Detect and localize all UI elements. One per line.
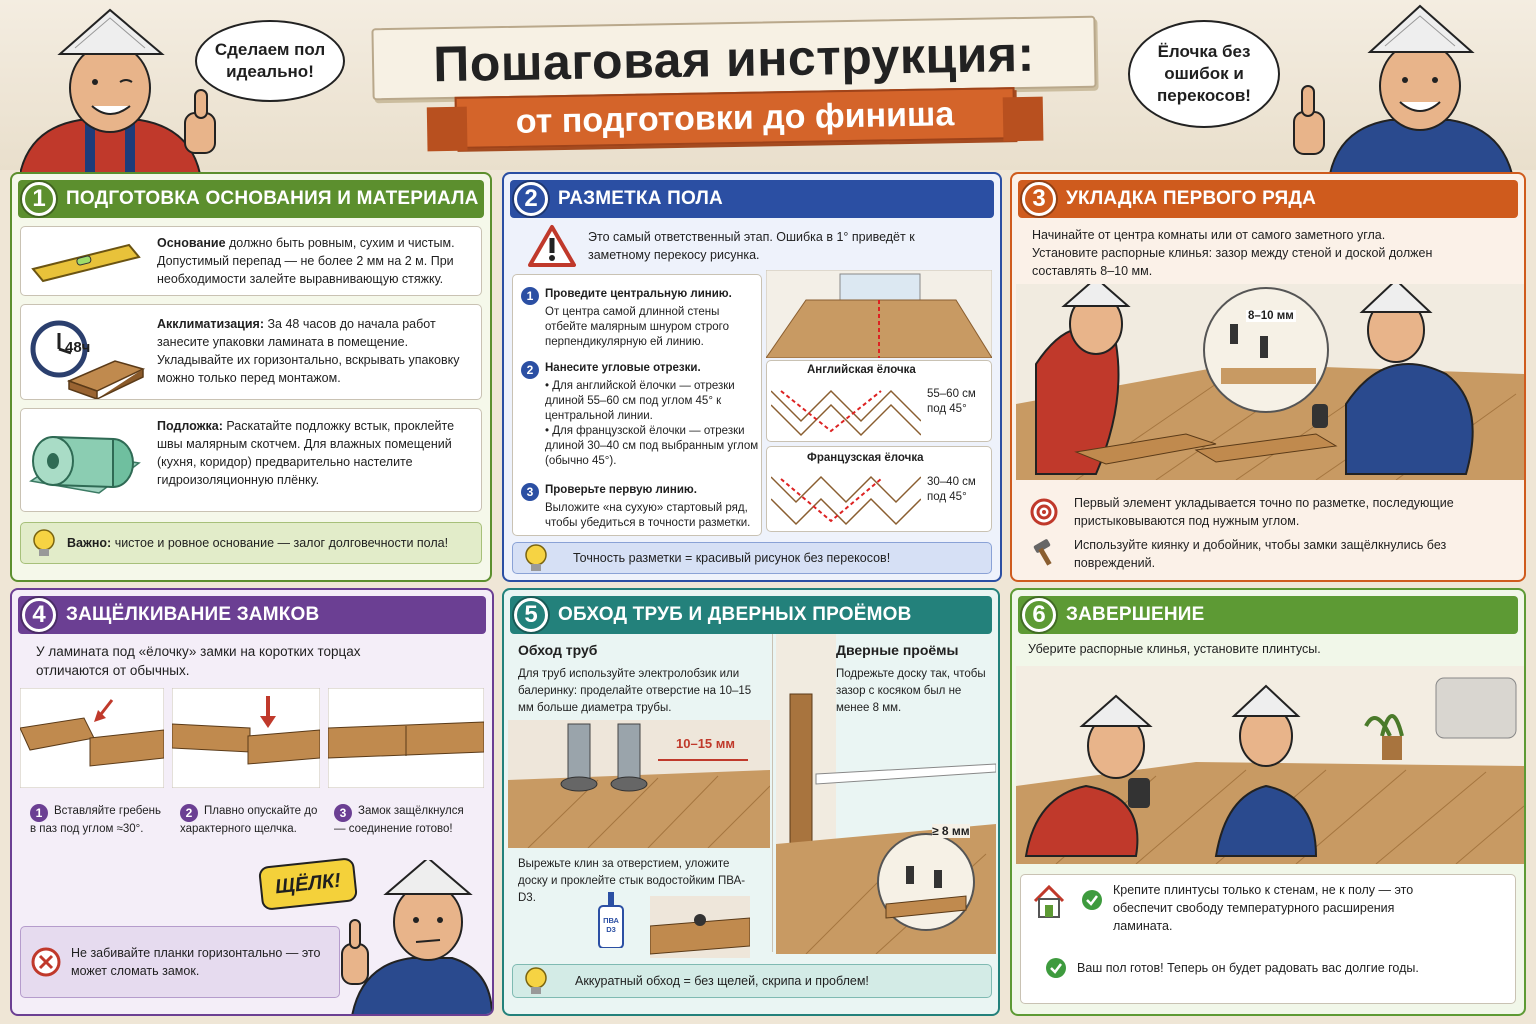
panel-preparation — [10, 172, 492, 582]
underlay-roll-icon — [29, 423, 145, 501]
locks-warning — [20, 926, 340, 998]
marking-steps-card — [512, 274, 762, 536]
marking-step-1-text: От центра самой длинной стены отбейте малярным шнуром строго перпендикулярную ей линию. — [545, 306, 730, 348]
worker-pointing-illustration — [332, 860, 492, 1016]
hammer-icon — [1030, 536, 1060, 566]
pipe-dim-label: 10–15 мм — [676, 736, 735, 751]
laminate-packs-icon — [65, 355, 145, 399]
subtitle-ribbon — [455, 87, 1016, 149]
marking-step-3 — [521, 483, 759, 531]
panel-finish-header — [1018, 596, 1518, 634]
marking-warning: Это самый ответственный этап. Ошибка в 1° приведёт к заметному перекосу рисунка. — [588, 230, 915, 262]
underlay-text — [157, 417, 477, 489]
first-row-note-2: Используйте киянку и добойник, чтобы замки защёлкнулись без повреждений. — [1074, 538, 1447, 570]
worker-illustration-left — [20, 8, 230, 174]
pipes-text: Для труб используйте электролобзик или балеринку: проделайте отверстие на 10–15 мм больше диаметра трубы. — [518, 668, 752, 714]
underlay-card — [20, 408, 482, 512]
base-text-body: должно быть ровным, сухим и чистым. Допустимый перепад — не более 2 мм на 2 м. При необходимости залейте выравнивающую стяжку. — [157, 236, 455, 286]
first-row-intro: Начинайте от центра комнаты или от самого заметного угла. Установите распорные клинья: зазор между стеной и доской должен составлять 8–10 мм. — [1032, 228, 1433, 278]
panel-first-row-title: УКЛАДКА ПЕРВОГО РЯДА — [1066, 188, 1317, 209]
tip-pipes — [512, 964, 992, 998]
base-card — [20, 226, 482, 296]
speech-bubble-left — [195, 20, 345, 102]
lightbulb-icon — [523, 543, 549, 573]
marking-step-2-bullet-1: • Для английской ёлочки — отрезки длиной 55–60 см под углом 45° к центральной линии. — [545, 380, 735, 422]
tip-important-body: чистое и ровное основание — залог долговечности пола! — [114, 536, 449, 550]
marking-step-1-title: Проведите центральную линию. — [545, 288, 732, 300]
panel-locks-header — [18, 596, 486, 634]
english-herringbone-dim: 55–60 см под 45° — [927, 388, 976, 415]
level-tool-icon — [29, 239, 144, 287]
step-1-badge: 1 — [521, 287, 539, 305]
english-herringbone-label: Английская ёлочка — [807, 364, 916, 376]
door-illustration — [776, 634, 996, 954]
step-3-badge: 3 — [521, 483, 539, 501]
panel-marking — [502, 172, 1002, 582]
doors-text: Подрежьте доску так, чтобы зазор с косяком был не менее 8 мм. — [836, 668, 986, 714]
wedge-cut-illustration — [650, 896, 750, 958]
speech-bubble-left-text: Сделаем пол идеально! — [214, 40, 326, 81]
tip-important-bold: Важно: — [67, 536, 112, 550]
tip-important-text — [67, 536, 448, 550]
step-number-badge: 6 — [1022, 598, 1056, 632]
acclimatization-body: За 48 часов до начала работ занесите упаковки ламината в помещение. Укладывайте их горизонтально, вскрывать упаковку можно только перед монтажом. — [157, 317, 460, 385]
gap-label: 8–10 мм — [1248, 310, 1294, 322]
lightbulb-icon — [523, 966, 549, 996]
tip-marking-text: Точность разметки = красивый рисунок без перекосов! — [573, 551, 891, 565]
target-icon — [1030, 498, 1058, 526]
panel-finish — [1010, 588, 1526, 1016]
base-text — [157, 234, 477, 288]
acclimatization-text — [157, 315, 473, 387]
underlay-bold: Подложка: — [157, 419, 223, 433]
marking-step-2 — [521, 361, 759, 469]
underlay-body: Раскатайте подложку встык, проклейте швы малярным скотчем. Для влажных помещений (кухня, коридор) предварительно настелите гидроизоляционную плёнку. — [157, 419, 455, 487]
pipes-text-2: Вырежьте клин за отверстием, уложите доску и проклейте стык водостойким ПВА-D3. — [518, 858, 746, 904]
house-icon — [1031, 883, 1067, 919]
panel-preparation-title: ПОДГОТОВКА ОСНОВАНИЯ И МАТЕРИАЛА — [66, 188, 479, 209]
step-number-badge: 5 — [514, 598, 548, 632]
marking-step-2-title: Нанесите угловые отрезки. — [545, 362, 701, 374]
pipes-doors-divider — [772, 634, 773, 952]
finish-note-2: Ваш пол готов! Теперь он будет радовать вас долгие годы. — [1077, 961, 1419, 975]
step-number-badge: 1 — [22, 182, 56, 216]
worker-illustration-right — [1290, 4, 1520, 174]
step-1-badge: 1 — [30, 804, 48, 822]
panel-marking-title: РАЗМЕТКА ПОЛА — [558, 188, 723, 209]
marking-step-1 — [521, 287, 759, 350]
french-herringbone-dim: 30–40 см под 45° — [927, 476, 976, 503]
panel-locks — [10, 588, 494, 1016]
panel-marking-header — [510, 180, 994, 218]
lock-step-3 — [334, 804, 474, 837]
first-row-note-1: Первый элемент укладывается точно по разметке, последующие пристыковываются под нужным углом. — [1074, 496, 1454, 528]
panel-preparation-header — [18, 180, 484, 218]
english-herringbone-diagram — [771, 381, 921, 439]
check-icon — [1045, 957, 1067, 979]
marking-step-2-bullet-2: • Для французской ёлочки — отрезки длиной 30–40 см под выбранным углом (обычно 45°). — [545, 425, 759, 467]
lock-step-3-illustration — [328, 688, 484, 788]
finish-note-1: Крепите плинтусы только к стенам, не к полу — это обеспечит свободу температурного расширения ламината. — [1113, 883, 1414, 933]
check-icon — [1081, 889, 1103, 911]
step-3-badge: 3 — [334, 804, 352, 822]
clock-label: 48ч — [65, 339, 91, 356]
locks-intro: У ламината под «ёлочку» замки на коротких торцах отличаются от обычных. — [36, 644, 361, 678]
tip-marking — [512, 542, 992, 574]
lightbulb-icon — [31, 528, 57, 558]
panel-first-row — [1010, 172, 1526, 582]
click-burst-text: ЩЁЛК! — [274, 869, 342, 898]
step-2-badge: 2 — [180, 804, 198, 822]
tip-important — [20, 522, 482, 564]
lock-step-3-text: Замок защёлкнулся — соединение готово! — [334, 805, 464, 835]
base-text-bold: Основание — [157, 236, 226, 250]
lock-step-2-illustration — [172, 688, 320, 788]
lock-step-1 — [30, 804, 170, 837]
step-number-badge: 3 — [1022, 182, 1056, 216]
lock-step-2 — [180, 804, 320, 837]
warning-icon — [528, 224, 576, 268]
panel-pipes-doors — [502, 588, 1000, 1016]
door-dim-label: ≥ 8 мм — [932, 824, 970, 838]
panel-finish-title: ЗАВЕРШЕНИЕ — [1066, 604, 1205, 625]
step-number-badge: 2 — [514, 182, 548, 216]
acclimatization-bold: Акклиматизация: — [157, 317, 264, 331]
panel-locks-title: ЗАЩЁЛКИВАНИЕ ЗАМКОВ — [66, 604, 320, 625]
marking-step-3-title: Проверьте первую линию. — [545, 484, 697, 496]
french-herringbone-diagram — [771, 469, 921, 529]
pipes-title: Обход труб — [518, 642, 598, 658]
forbidden-icon — [31, 947, 61, 977]
finished-room-illustration — [1016, 666, 1524, 864]
step-number-badge: 4 — [22, 598, 56, 632]
room-center-line-illustration — [766, 270, 992, 358]
speech-bubble-right-text: Ёлочка без ошибок и перекосов! — [1157, 42, 1251, 105]
french-herringbone-card — [766, 446, 992, 532]
page-title: Пошаговая инструкция: — [432, 25, 1036, 93]
tip-pipes-text: Аккуратный обход = без щелей, скрипа и проблем! — [575, 974, 869, 988]
panel-first-row-header — [1018, 180, 1518, 218]
doors-title: Дверные проёмы — [836, 642, 959, 658]
english-herringbone-card — [766, 360, 992, 442]
finish-intro: Уберите распорные клинья, установите плинтусы. — [1028, 642, 1321, 656]
finish-notes-card — [1020, 874, 1516, 1004]
lock-step-2-text: Плавно опускайте до характерного щелчка. — [180, 805, 318, 835]
step-2-badge: 2 — [521, 361, 539, 379]
page-subtitle: от подготовки до финиша — [515, 95, 955, 141]
glue-bottle-label: ПВА D3 — [603, 916, 619, 934]
french-herringbone-label: Французская ёлочка — [807, 452, 924, 464]
panel-pipes-doors-header — [510, 596, 992, 634]
acclimatization-card — [20, 304, 482, 400]
speech-bubble-right — [1128, 20, 1280, 128]
marking-step-3-text: Выложите «на сухую» стартовый ряд, чтобы убедиться в точности разметки. — [545, 502, 751, 529]
locks-warning-text: Не забивайте планки горизонтально — это может сломать замок. — [71, 946, 321, 978]
lock-step-1-text: Вставляйте гребень в паз под углом ≈30°. — [30, 805, 161, 835]
lock-step-1-illustration — [20, 688, 164, 788]
panel-pipes-doors-title: ОБХОД ТРУБ И ДВЕРНЫХ ПРОЁМОВ — [558, 604, 912, 625]
